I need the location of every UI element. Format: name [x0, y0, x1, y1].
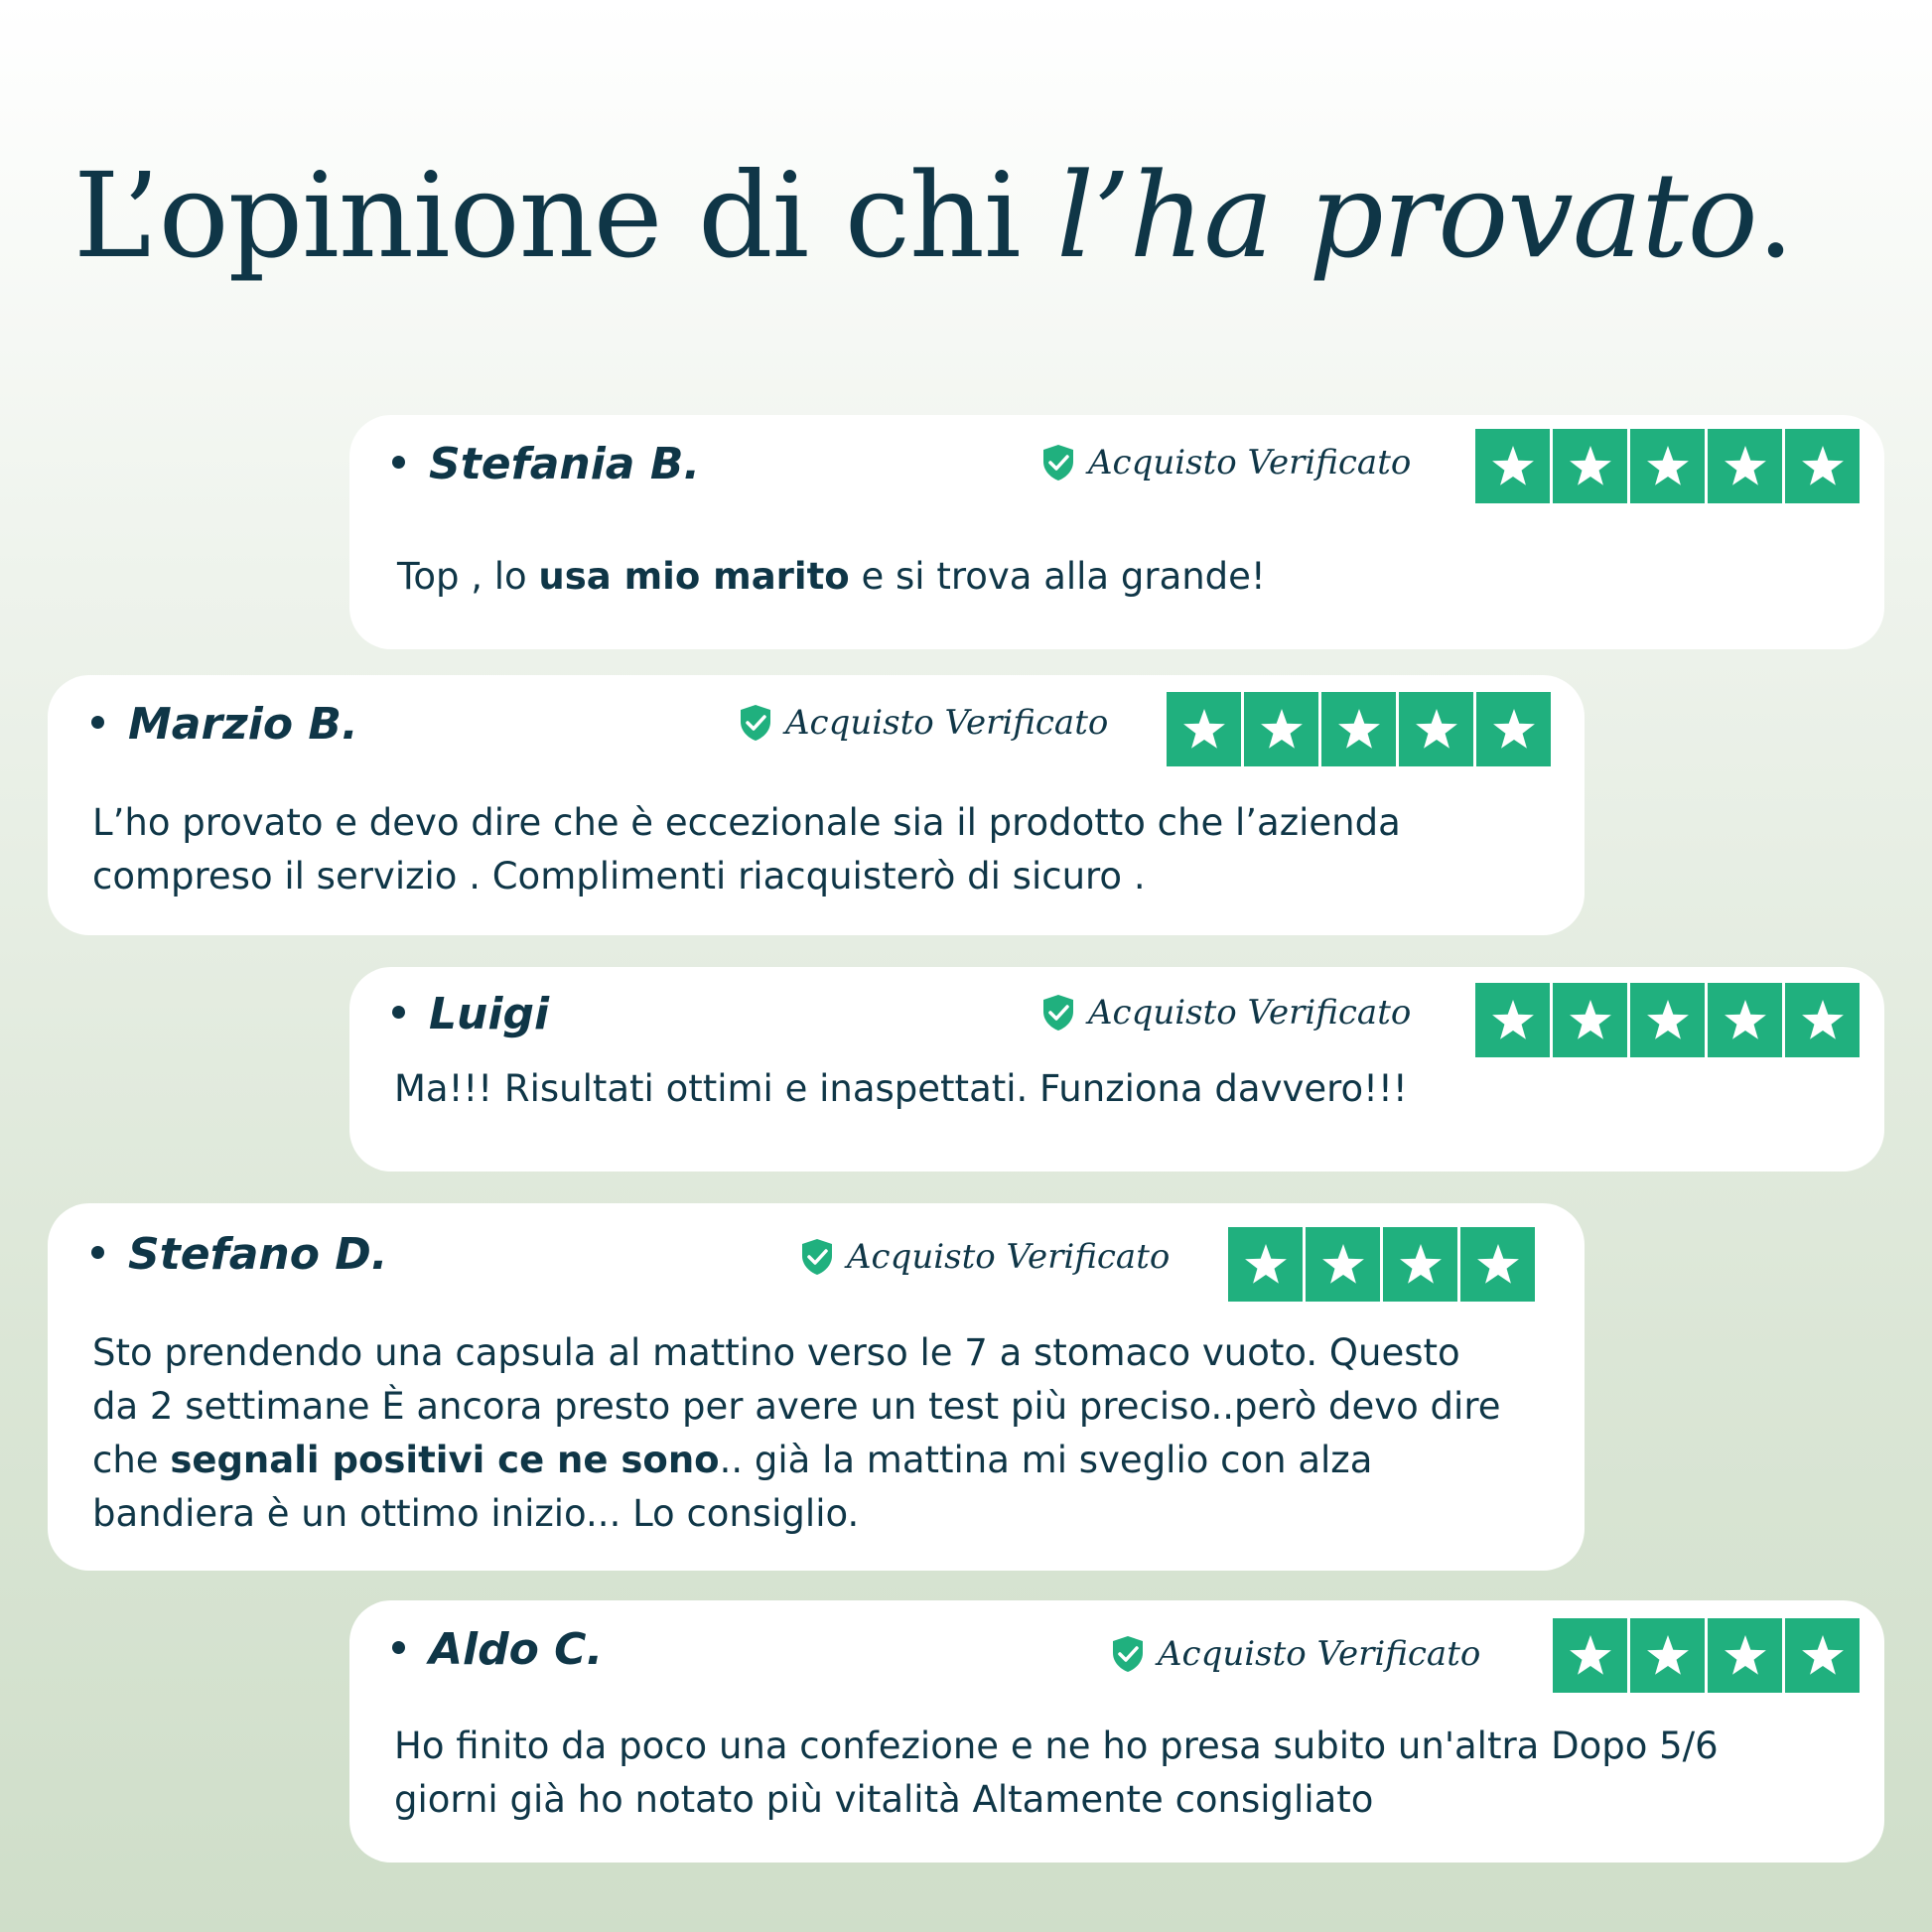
- review-text: [92, 1326, 1500, 1541]
- review-text: [92, 796, 1401, 903]
- reviewer-name: Marzio B.: [91, 703, 358, 747]
- title-regular: L’opinione di chi: [73, 147, 1057, 284]
- review-line: L’ho provato e devo dire che è eccezionale sia il prodotto che l’azienda: [92, 801, 1401, 844]
- review-text-bold: segnali positivi ce ne sono: [170, 1439, 720, 1481]
- star-icon: [1785, 983, 1860, 1057]
- review-card-marzio: [48, 675, 1585, 935]
- shield-check-icon: [1040, 993, 1076, 1033]
- verified-label: Acquisto Verificato: [785, 703, 1109, 743]
- verified-label: Acquisto Verificato: [1088, 443, 1412, 483]
- review-card-stefano: [48, 1203, 1585, 1571]
- review-line: Ho finito da poco una confezione e ne ho presa subito un'altra Dopo 5/6: [394, 1725, 1719, 1767]
- verified-label: Acquisto Verificato: [1158, 1634, 1481, 1674]
- star-icon: [1475, 429, 1550, 503]
- verified-label: Acquisto Verificato: [1088, 993, 1412, 1033]
- star-icon: [1630, 983, 1705, 1057]
- star-icon: [1708, 429, 1782, 503]
- star-icon: [1630, 429, 1705, 503]
- review-line: compreso il servizio . Complimenti riacquisterò di sicuro .: [92, 855, 1146, 897]
- verified-label: Acquisto Verificato: [847, 1237, 1171, 1277]
- star-icon: [1553, 1618, 1627, 1693]
- page-title: [73, 149, 1793, 284]
- shield-check-icon: [1110, 1634, 1146, 1674]
- review-line: Ma!!! Risultati ottimi e inaspettati. Funziona davvero!!!: [394, 1067, 1408, 1110]
- star-icon: [1244, 692, 1318, 766]
- verified-badge: [1110, 1634, 1480, 1674]
- star-icon: [1476, 692, 1551, 766]
- review-line-part: che: [92, 1439, 171, 1481]
- star-icon: [1785, 1618, 1860, 1693]
- verified-badge: [738, 703, 1108, 743]
- star-rating: [1553, 1618, 1860, 1693]
- star-icon: [1708, 983, 1782, 1057]
- shield-check-icon: [1040, 443, 1076, 483]
- shield-check-icon: [738, 703, 773, 743]
- star-icon: [1785, 429, 1860, 503]
- star-icon: [1460, 1227, 1535, 1302]
- star-icon: [1321, 692, 1396, 766]
- star-icon: [1228, 1227, 1303, 1302]
- verified-badge: [1040, 993, 1411, 1033]
- star-icon: [1306, 1227, 1380, 1302]
- star-rating: [1167, 692, 1551, 766]
- review-line: Sto prendendo una capsula al mattino verso le 7 a stomaco vuoto. Questo: [92, 1331, 1460, 1374]
- review-text: [394, 1720, 1719, 1827]
- star-icon: [1167, 692, 1241, 766]
- review-card-luigi: [349, 967, 1884, 1172]
- shield-check-icon: [799, 1237, 835, 1277]
- star-rating: [1475, 429, 1860, 503]
- star-icon: [1553, 429, 1627, 503]
- verified-badge: [1040, 443, 1411, 483]
- reviewer-name: Stefano D.: [91, 1233, 388, 1277]
- title-italic: l’ha provato: [1056, 147, 1757, 284]
- reviewer-name: Luigi: [392, 993, 549, 1036]
- star-icon: [1553, 983, 1627, 1057]
- review-line: bandiera è un ottimo inizio... Lo consiglio.: [92, 1492, 860, 1535]
- verified-badge: [799, 1237, 1170, 1277]
- review-text-bold: usa mio marito: [538, 555, 850, 598]
- reviewer-name: Stefania B.: [392, 443, 700, 486]
- review-line: giorni già ho notato più vitalità Altamente consigliato: [394, 1778, 1374, 1821]
- star-icon: [1475, 983, 1550, 1057]
- review-text-part: Top , lo: [397, 555, 539, 598]
- star-rating: [1228, 1227, 1535, 1302]
- star-icon: [1708, 1618, 1782, 1693]
- review-text: [397, 550, 1266, 604]
- review-text-part: e si trova alla grande!: [849, 555, 1266, 598]
- review-line: da 2 settimane È ancora presto per avere un test più preciso..però devo dire: [92, 1385, 1501, 1428]
- review-card-aldo: [349, 1600, 1884, 1863]
- review-line-part: .. già la mattina mi sveglio con alza: [719, 1439, 1373, 1481]
- reviewer-name: Aldo C.: [392, 1628, 603, 1672]
- star-icon: [1383, 1227, 1457, 1302]
- review-text: [394, 1062, 1408, 1116]
- title-period: .: [1756, 147, 1794, 284]
- star-icon: [1630, 1618, 1705, 1693]
- star-rating: [1475, 983, 1860, 1057]
- star-icon: [1399, 692, 1473, 766]
- review-card-stefania: [349, 415, 1884, 649]
